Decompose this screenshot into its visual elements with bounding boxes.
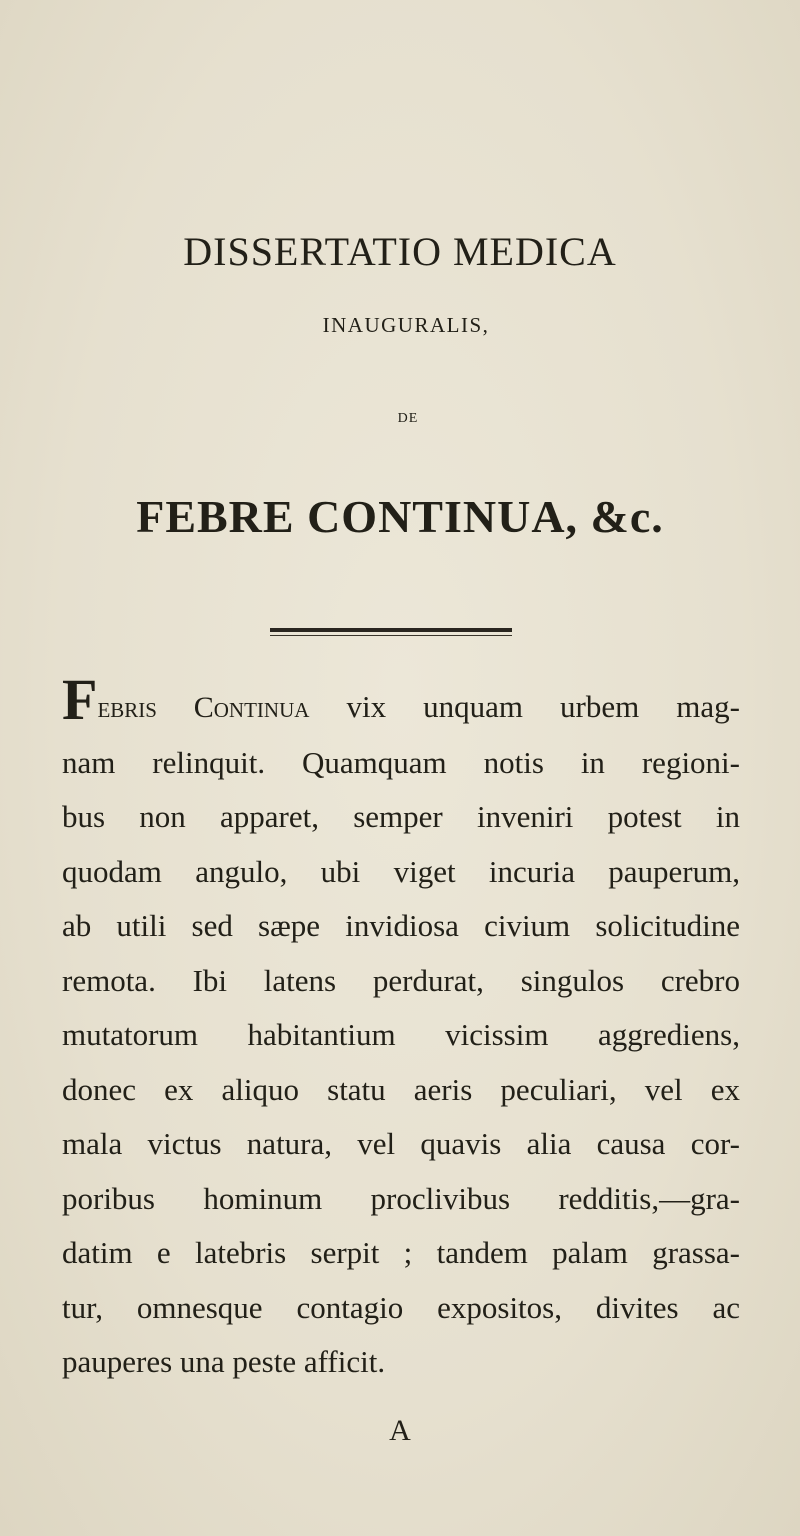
body-line-6: remota. Ibi latens perdurat, singulos crebro — [62, 962, 740, 998]
body-line-8: donec ex aliquo statu aeris peculiari, vel ex — [62, 1071, 740, 1107]
body-line-10: poribus hominum proclivibus redditis,—gra- — [62, 1180, 740, 1216]
lead-phrase: ebris Continua — [97, 691, 310, 724]
body-line-7: mutatorum habitantium vicissim aggrediens, — [62, 1017, 740, 1052]
body-line-2: nam relinquit. Quamquam notis in regioni- — [62, 744, 740, 780]
body-line-1 — [62, 667, 740, 736]
body-line-12: tur, omnesque contagio expositos, divites ac — [62, 1289, 740, 1325]
divider-thin-line — [270, 635, 512, 636]
title-subtitle: INAUGURALIS, — [322, 313, 490, 337]
body-line-9: mala victus natura, vel quavis alia causa cor- — [62, 1126, 740, 1161]
title-preposition: DE — [397, 411, 419, 426]
body-line-text: vix unquam urbem mag- — [309, 689, 740, 724]
title-main: DISSERTATIO MEDICA — [183, 229, 617, 274]
drop-initial: F — [62, 667, 98, 732]
body-line-5: ab utili sed sæpe invidiosa civium solicitudine — [62, 908, 740, 943]
section-divider — [270, 628, 512, 636]
body-line-4: quodam angulo, ubi viget incuria pauperum, — [62, 853, 740, 889]
title-subject: FEBRE CONTINUA, &c. — [136, 491, 664, 542]
signature-mark: A — [389, 1414, 411, 1447]
body-line-13: pauperes una peste afficit. — [62, 1344, 386, 1379]
body-paragraph — [62, 667, 740, 1390]
body-line-11: datim e latebris serpit ; tandem palam grassa- — [62, 1235, 740, 1270]
divider-thick-line — [270, 628, 512, 632]
body-line-3: bus non apparet, semper inveniri potest in — [62, 799, 740, 834]
